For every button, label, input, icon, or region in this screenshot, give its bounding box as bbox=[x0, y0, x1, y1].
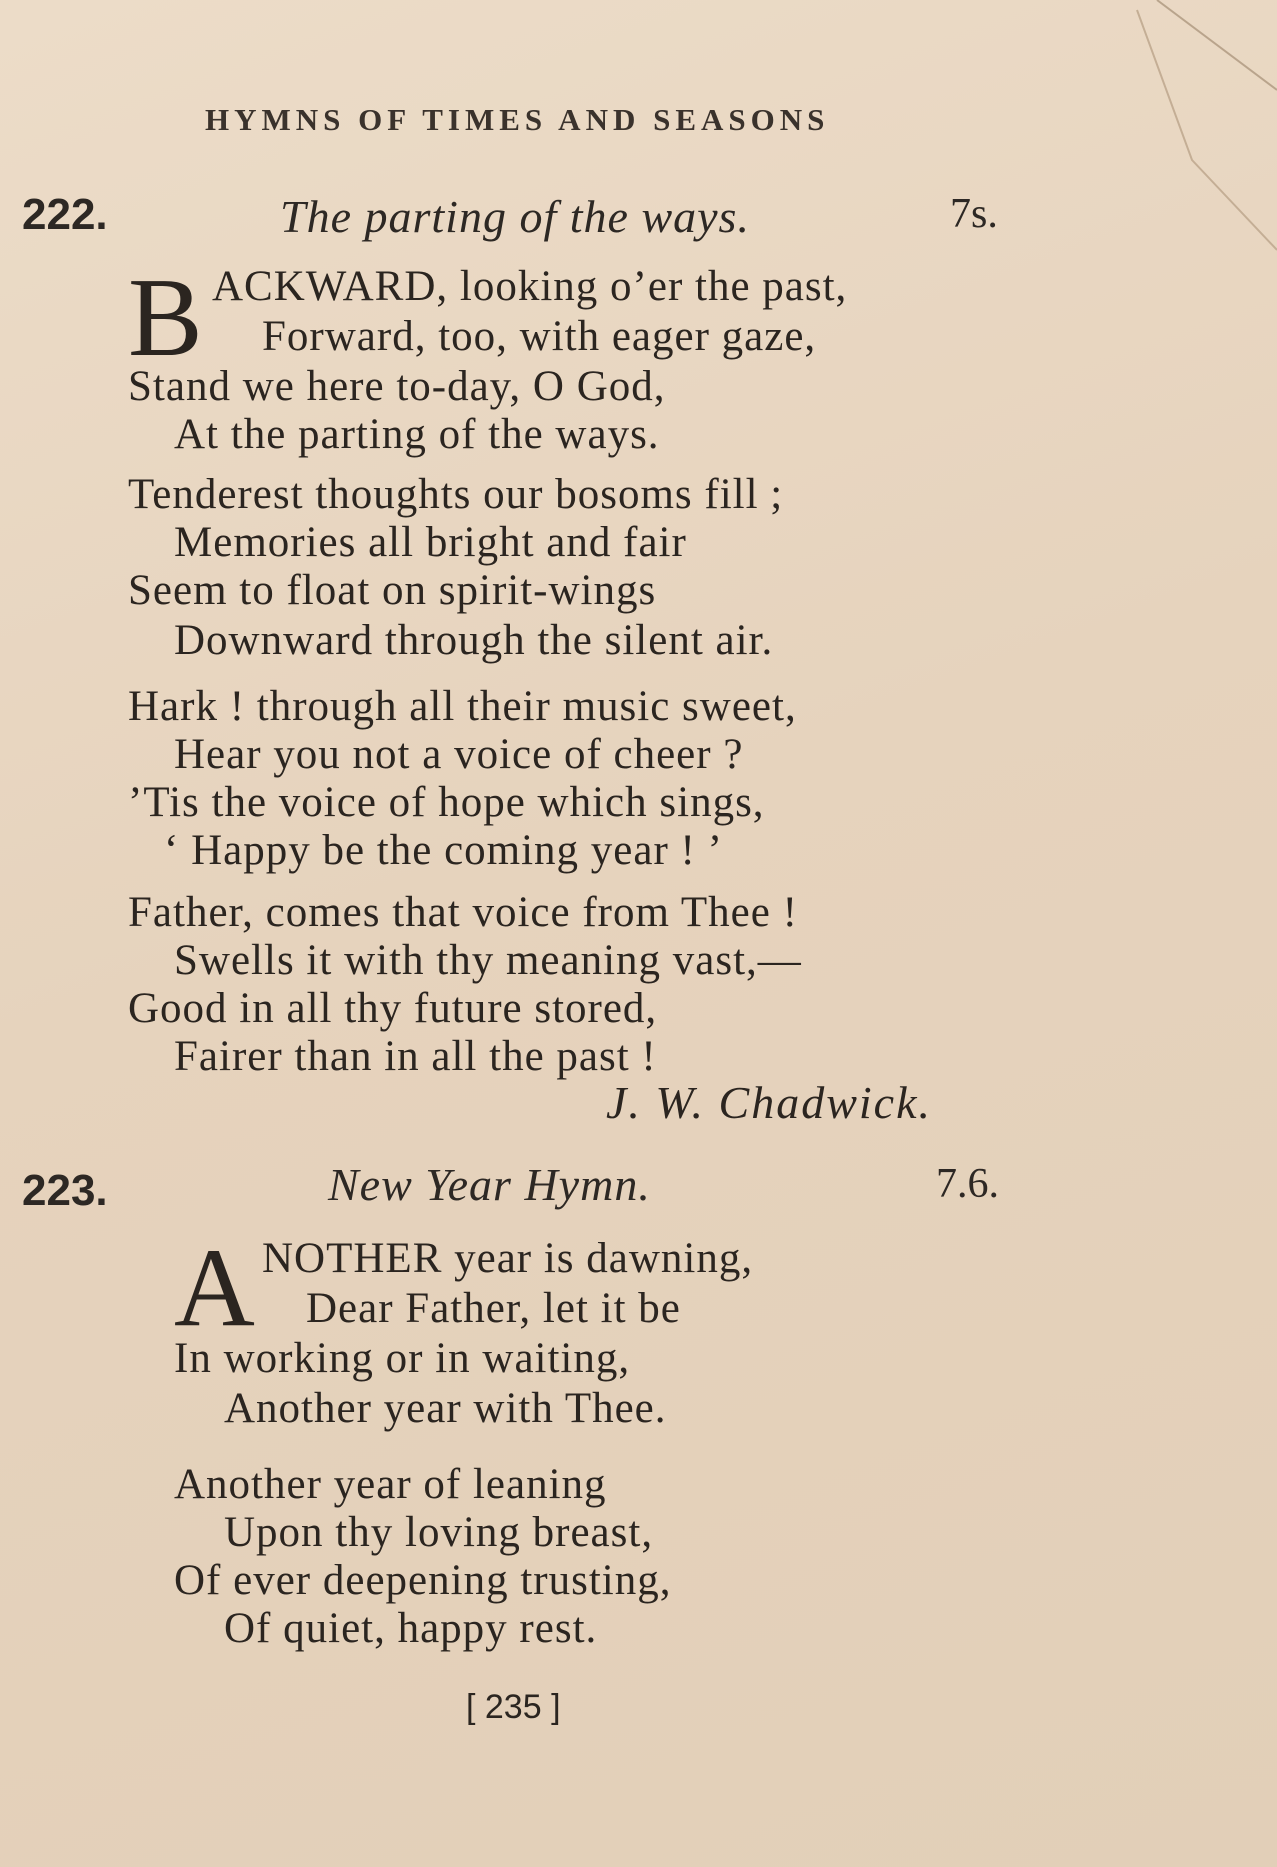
hymn-line: Tenderest thoughts our bosoms fill ; bbox=[128, 471, 784, 518]
hymn-line: Downward through the silent air. bbox=[174, 617, 774, 664]
hymn-line: ’Tis the voice of hope which sings, bbox=[128, 779, 765, 826]
hymn-number: 223. bbox=[22, 1166, 108, 1215]
hymn-line: Seem to float on spirit-wings bbox=[128, 567, 657, 614]
hymn-line: Another year with Thee. bbox=[224, 1385, 667, 1432]
hymn-line: ‘ Happy be the coming year ! ’ bbox=[164, 827, 723, 874]
hymn-line: Of quiet, happy rest. bbox=[224, 1605, 598, 1652]
running-head: HYMNS OF TIMES AND SEASONS bbox=[205, 102, 830, 137]
hymn-line: Good in all thy future stored, bbox=[128, 985, 658, 1032]
page-fold-crease bbox=[1097, 0, 1277, 260]
hymn-title: New Year Hymn. bbox=[328, 1159, 651, 1210]
hymn-line: Swells it with thy meaning vast,— bbox=[174, 937, 802, 984]
hymn-meter: 7s. bbox=[950, 191, 998, 237]
drop-cap-initial: B bbox=[128, 256, 203, 380]
hymn-line: Forward, too, with eager gaze, bbox=[262, 313, 817, 360]
page-number: [ 235 ] bbox=[466, 1688, 561, 1726]
hymn-line: Upon thy loving breast, bbox=[224, 1509, 654, 1556]
hymn-line: Stand we here to-day, O God, bbox=[128, 363, 666, 410]
hymn-line: ACKWARD, looking o’er the past, bbox=[212, 263, 848, 310]
hymn-line: NOTHER year is dawning, bbox=[262, 1235, 754, 1282]
hymn-title: The parting of the ways. bbox=[280, 191, 750, 242]
hymn-line: Dear Father, let it be bbox=[306, 1285, 681, 1332]
hymn-line: Fairer than in all the past ! bbox=[174, 1033, 657, 1080]
hymn-line: Memories all bright and fair bbox=[174, 519, 687, 566]
hymn-number: 222. bbox=[22, 190, 108, 239]
hymn-line: Hark ! through all their music sweet, bbox=[128, 683, 797, 730]
hymn-line: In working or in waiting, bbox=[174, 1335, 631, 1382]
hymn-line: Of ever deepening trusting, bbox=[174, 1557, 672, 1604]
drop-cap-initial: A bbox=[174, 1226, 255, 1350]
hymn-meter: 7.6. bbox=[936, 1161, 999, 1207]
hymn-line: At the parting of the ways. bbox=[174, 411, 660, 458]
hymn-line: Father, comes that voice from Thee ! bbox=[128, 889, 798, 936]
hymn-author: J. W. Chadwick. bbox=[606, 1077, 932, 1128]
hymn-line: Hear you not a voice of cheer ? bbox=[174, 731, 744, 778]
hymn-line: Another year of leaning bbox=[174, 1461, 607, 1508]
